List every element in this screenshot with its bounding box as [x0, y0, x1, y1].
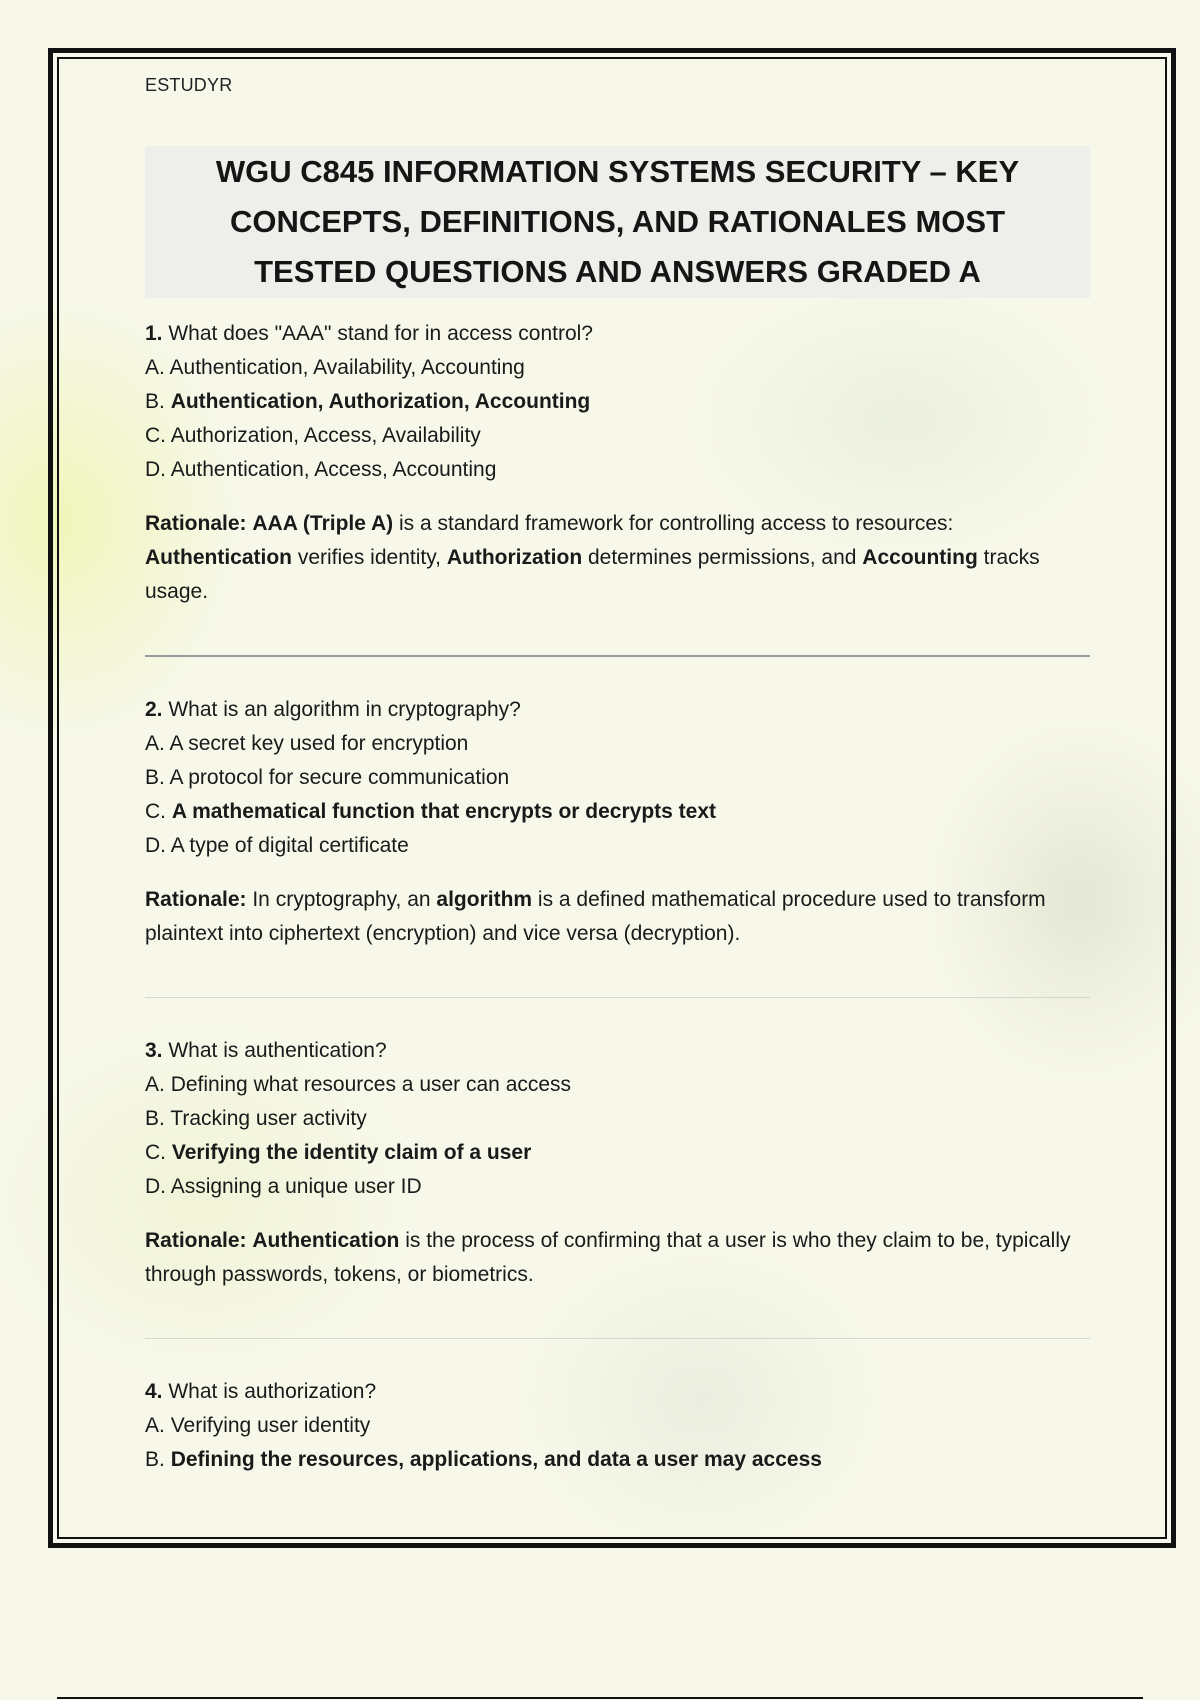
option-d: [145, 829, 1090, 863]
question-text: What does "AAA" stand for in access control?: [168, 322, 593, 345]
rationale-text: verifies identity,: [292, 546, 447, 569]
rationale-term: Authentication: [252, 1229, 400, 1252]
rationale-text: determines permissions, and: [582, 546, 863, 569]
rationale-label: Rationale:: [145, 512, 247, 535]
question-text: What is authorization?: [168, 1380, 377, 1403]
option-d: [145, 1170, 1090, 1204]
option-text: Defining what resources a user can access: [170, 1073, 572, 1096]
option-letter: B.: [145, 390, 165, 413]
option-letter: C.: [145, 1141, 166, 1164]
rationale: [145, 883, 1090, 951]
rationale-text: is the process of confirming that a user is who they claim to be, typically through passwords, tokens, or biometrics.: [145, 1229, 1071, 1286]
option-text: Verifying user identity: [170, 1414, 371, 1437]
footer-rule: [57, 1697, 1143, 1699]
rationale-term: algorithm: [436, 888, 533, 911]
rationale: [145, 1224, 1090, 1292]
document-title: WGU C845 INFORMATION SYSTEMS SECURITY – KEY CONCEPTS, DEFINITIONS, AND RATIONALES MOST TESTED QUESTIONS AND ANSWERS GRADED A: [215, 154, 1020, 289]
brand-label: ESTUDYR: [145, 75, 233, 95]
question-stem: [145, 693, 1090, 727]
rationale-text: is a defined mathematical procedure used to transform plaintext into ciphertext (encryption) and vice versa (decryption).: [145, 888, 1046, 945]
option-c-correct: [145, 795, 1090, 829]
option-letter: B.: [145, 1448, 165, 1471]
section-divider: [145, 1338, 1090, 1339]
option-text: Authentication, Authorization, Accounting: [170, 390, 591, 413]
option-text: Authentication, Access, Accounting: [170, 458, 497, 481]
question-text: What is authentication?: [168, 1039, 387, 1062]
option-text: A protocol for secure communication: [169, 766, 510, 789]
title-banner: [145, 146, 1090, 298]
option-a: [145, 351, 1090, 385]
question-number: 4.: [145, 1380, 163, 1403]
option-b: [145, 761, 1090, 795]
option-a: [145, 1409, 1090, 1443]
option-text: Assigning a unique user ID: [170, 1175, 422, 1198]
question-number: 1.: [145, 322, 163, 345]
rationale: [145, 507, 1090, 609]
option-letter: B.: [145, 766, 165, 789]
option-a: [145, 727, 1090, 761]
option-letter: A.: [145, 1073, 165, 1096]
rationale-label: Rationale:: [145, 1229, 247, 1252]
rationale-text: In cryptography, an: [246, 888, 437, 911]
question-stem: [145, 317, 1090, 351]
section-divider: [145, 655, 1090, 657]
option-letter: C.: [145, 424, 166, 447]
question-1: [145, 317, 1090, 609]
question-stem: [145, 1034, 1090, 1068]
question-3: [145, 1034, 1090, 1292]
option-text: Defining the resources, applications, and data a user may access: [170, 1448, 822, 1471]
option-b: [145, 1102, 1090, 1136]
question-4: [145, 1375, 1090, 1477]
option-text: Authorization, Access, Availability: [170, 424, 481, 447]
rationale-term: AAA (Triple A): [252, 512, 394, 535]
option-text: A secret key used for encryption: [169, 732, 469, 755]
option-letter: D.: [145, 1175, 166, 1198]
option-text: Verifying the identity claim of a user: [171, 1141, 532, 1164]
option-d: [145, 453, 1090, 487]
option-letter: A.: [145, 356, 165, 379]
option-c-correct: [145, 1136, 1090, 1170]
rationale-label: Rationale:: [145, 888, 247, 911]
option-letter: C.: [145, 800, 166, 823]
question-number: 2.: [145, 698, 163, 721]
question-2: [145, 693, 1090, 951]
rationale-text: tracks usage.: [145, 546, 1040, 603]
rationale-term: Accounting: [862, 546, 978, 569]
rationale-term: Authorization: [446, 546, 583, 569]
option-c: [145, 419, 1090, 453]
section-divider: [145, 997, 1090, 998]
option-text: A type of digital certificate: [170, 834, 409, 857]
option-b-correct: [145, 1443, 1090, 1477]
option-text: Authentication, Availability, Accounting: [169, 356, 525, 379]
option-letter: B.: [145, 1107, 165, 1130]
option-letter: D.: [145, 834, 166, 857]
option-letter: A.: [145, 732, 165, 755]
question-text: What is an algorithm in cryptography?: [168, 698, 521, 721]
rationale-text: is a standard framework for controlling access to resources:: [393, 512, 954, 535]
option-letter: D.: [145, 458, 166, 481]
option-text: A mathematical function that encrypts or decrypts text: [171, 800, 717, 823]
question-stem: [145, 1375, 1090, 1409]
option-b-correct: [145, 385, 1090, 419]
question-list: [145, 317, 1090, 1477]
rationale-term: Authentication: [145, 546, 292, 569]
option-letter: A.: [145, 1414, 165, 1437]
option-a: [145, 1068, 1090, 1102]
question-number: 3.: [145, 1039, 163, 1062]
option-text: Tracking user activity: [170, 1107, 367, 1130]
